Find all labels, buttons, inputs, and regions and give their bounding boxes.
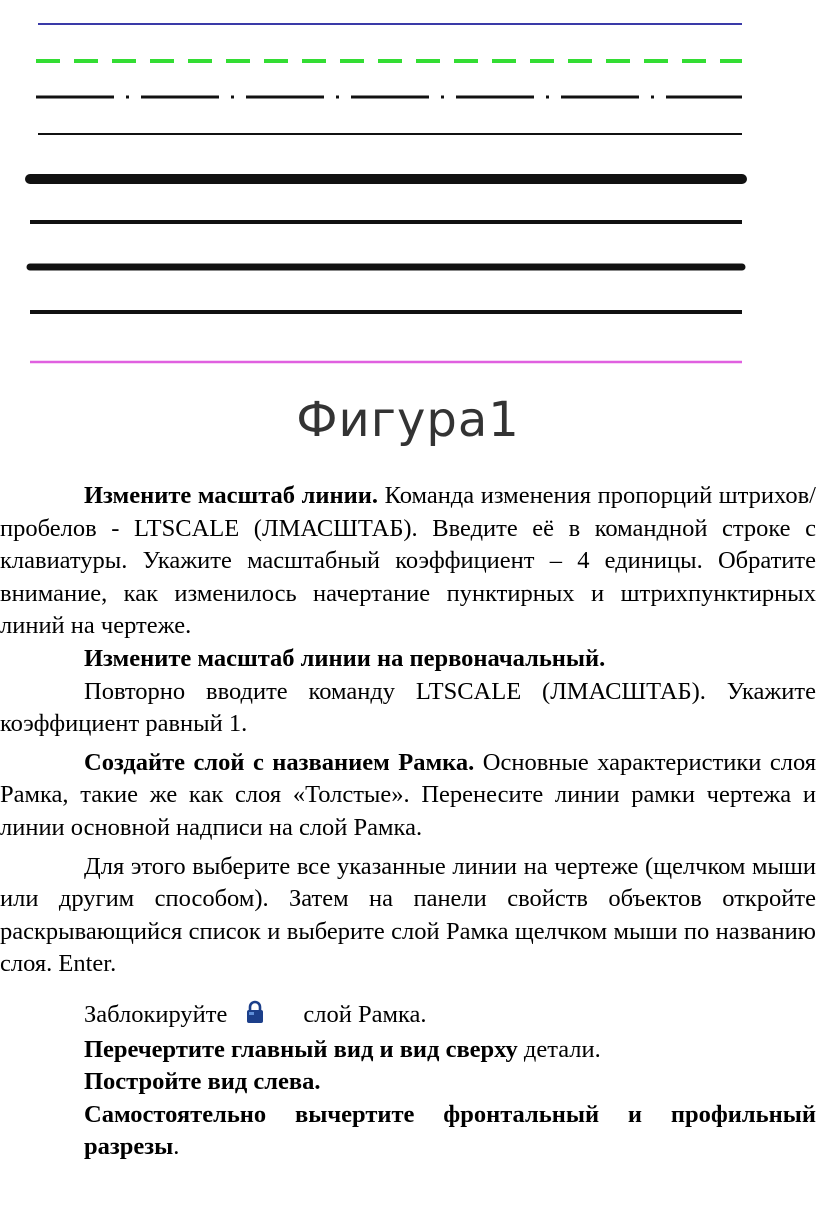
- heading-restore-scale: Измените масштаб линии на первоначальный.: [84, 644, 606, 672]
- paragraph-text: .: [173, 1133, 180, 1161]
- line-types-figure: [0, 0, 816, 470]
- heading-change-scale: Измените масштаб линии.: [84, 482, 378, 509]
- line-samples: [0, 0, 816, 400]
- paragraph-create-layer: [0, 747, 816, 845]
- paragraph-select-lines: [0, 851, 816, 981]
- paragraph-text: Основные характеристики слоя Рамка, такие же как слоя «Толстые». Перенесите линии рамки чертежа и линии основной надписи на слой Рамка.: [0, 748, 816, 841]
- lock-text-after: слой Рамка.: [303, 1000, 427, 1028]
- instructions-text: [0, 480, 816, 1164]
- paragraph-text: Повторно вводите команду LTSCALE (ЛМАСШТАБ). Укажите коэффициент равный 1.: [0, 677, 816, 738]
- paragraph-lock-layer: [0, 999, 816, 1034]
- paragraph-left-view: [0, 1066, 816, 1099]
- paragraph-text: Команда изменения пропорций штрихов/пробелов - LTSCALE (ЛМАСШТАБ). Введите её в командной строке с клавиатуры. Укажите масштабный коэффициент – 4 единицы. Обратите внимание, как изменилось начертание пунктирных и штрихпунктирных линий на чертеже.: [0, 482, 816, 640]
- lock-text: Заблокируйте: [84, 1000, 228, 1028]
- figure-caption: Фигура1: [296, 392, 520, 448]
- paragraph-repeat-command: [0, 676, 816, 741]
- paragraph-text: Для этого выберите все указанные линии на чертеже (щелчком мыши или другим способом). Затем на панели свойств объектов откройте раскрывающийся список и выберите слой Рамка щелчком мыши по названию слоя. Enter.: [0, 852, 816, 978]
- paragraph-redraw-views: [0, 1034, 816, 1067]
- paragraph-sections: [0, 1099, 816, 1164]
- heading-create-layer: Создайте слой с названием Рамка.: [84, 748, 475, 776]
- heading-sections: Самостоятельно вычертите фронтальный и профильный разрезы: [84, 1100, 816, 1161]
- paragraph-restore-scale: [0, 643, 816, 676]
- lock-icon: [245, 1000, 265, 1034]
- paragraph-text: детали.: [517, 1035, 601, 1063]
- paragraph-ltscale: [0, 480, 816, 643]
- heading-redraw-views: Перечертите главный вид и вид сверху: [84, 1035, 518, 1063]
- heading-left-view: Постройте вид слева.: [84, 1068, 321, 1096]
